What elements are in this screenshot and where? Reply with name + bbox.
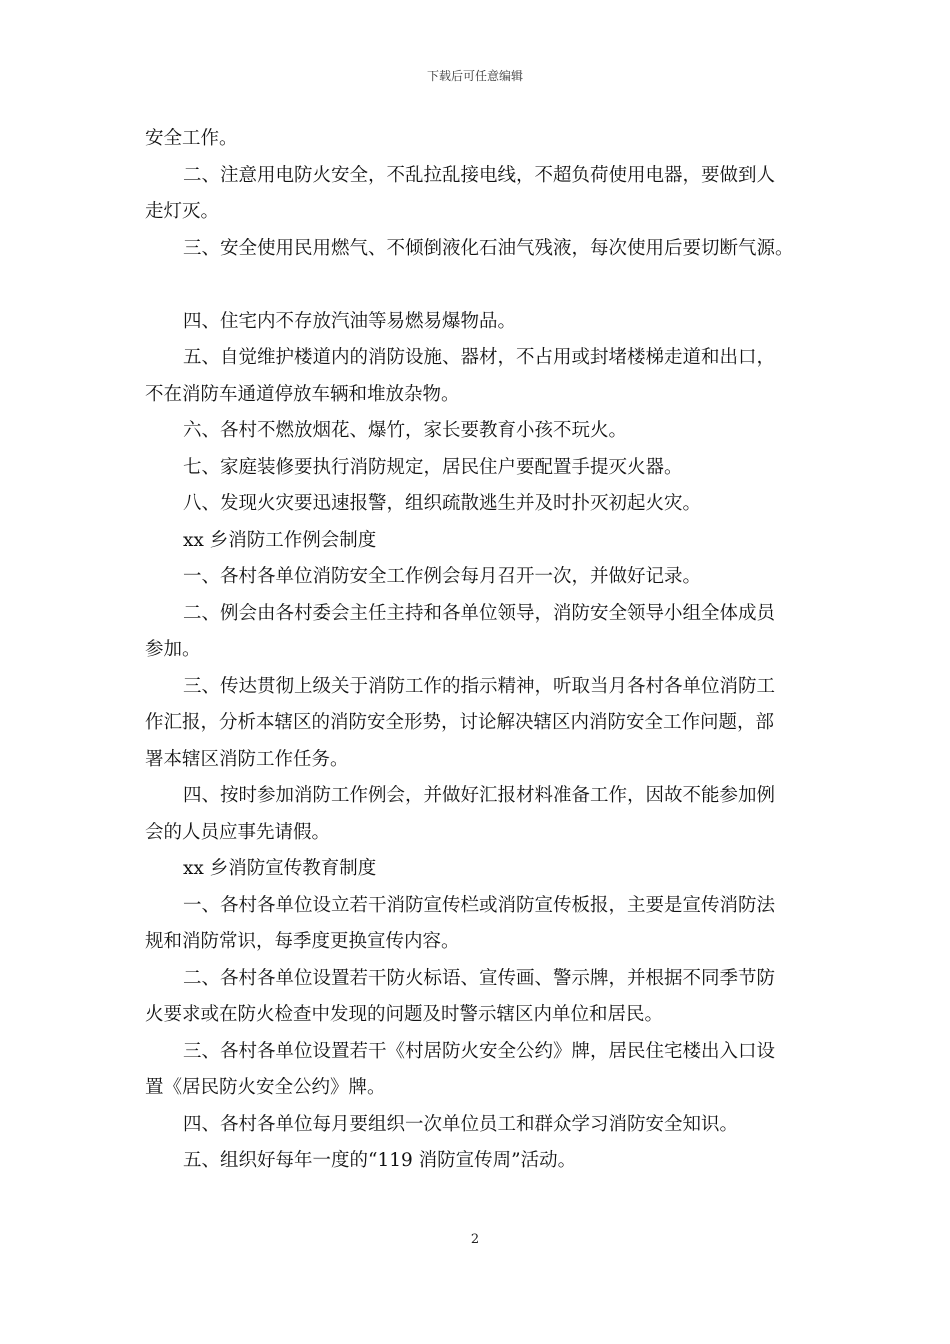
paragraph-line: 参加。: [145, 639, 201, 660]
section-heading: xx 乡消防工作例会制度: [183, 529, 377, 551]
paragraph-line: 作汇报，分析本辖区的消防安全形势，讨论解决辖区内消防安全工作问题，部: [145, 712, 775, 733]
page-number: 2: [470, 1232, 480, 1247]
paragraph-line: 八、发现火灾要迅速报警，组织疏散逃生并及时扑灭初起火灾。: [183, 493, 702, 514]
paragraph-line: 不在消防车通道停放车辆和堆放杂物。: [145, 383, 460, 405]
paragraph-line: 五、自觉维护楼道内的消防设施、器材，不占用或封堵楼梯走道和出口，: [183, 347, 776, 368]
paragraph-line: 二、例会由各村委会主任主持和各单位领导，消防安全领导小组全体成员: [183, 602, 776, 624]
paragraph-line: 五、组织好每年一度的“119 消防宣传周”活动。: [183, 1150, 577, 1171]
document-body: [145, 121, 825, 1180]
paragraph-line: 安全工作。: [145, 128, 238, 149]
section-heading: xx 乡消防宣传教育制度: [183, 858, 377, 879]
page-header: 下载后可任意编辑: [426, 69, 523, 83]
paragraph-line: 一、各村各单位设立若干消防宣传栏或消防宣传板报，主要是宣传消防法: [183, 894, 776, 916]
paragraph-line: 三、各村各单位设置若干《村居防火安全公约》牌，居民住宅楼出入口设: [183, 1040, 776, 1062]
paragraph-line: 走灯灭。: [145, 201, 220, 222]
paragraph-line: 六、各村不燃放烟花、爆竹，家长要教育小孩不玩火。: [183, 420, 628, 441]
paragraph-line: 三、传达贯彻上级关于消防工作的指示精神，听取当月各村各单位消防工: [183, 675, 776, 697]
paragraph-line: 七、家庭装修要执行消防规定，居民住户要配置手提灭火器。: [183, 456, 683, 478]
blank-line: [145, 267, 825, 304]
paragraph-line: 火要求或在防火检查中发现的问题及时警示辖区内单位和居民。: [145, 1004, 664, 1025]
paragraph-line: 规和消防常识，每季度更换宣传内容。: [145, 931, 460, 952]
paragraph-line: 四、住宅内不存放汽油等易燃易爆物品。: [183, 310, 517, 332]
paragraph-line: 四、各村各单位每月要组织一次单位员工和群众学习消防安全知识。: [183, 1113, 739, 1135]
paragraph-line: 二、注意用电防火安全，不乱拉乱接电线，不超负荷使用电器，要做到人: [183, 164, 776, 186]
paragraph-line: 一、各村各单位消防安全工作例会每月召开一次，并做好记录。: [183, 566, 702, 587]
paragraph-line: 会的人员应事先请假。: [145, 821, 331, 843]
paragraph-line: 四、按时参加消防工作例会，并做好汇报材料准备工作，因故不能参加例: [183, 785, 776, 806]
paragraph-line: 署本辖区消防工作任务。: [145, 748, 349, 770]
paragraph-line: 置《居民防火安全公约》牌。: [145, 1077, 386, 1098]
paragraph-line: 三、安全使用民用燃气、不倾倒液化石油气残液，每次使用后要切断气源。: [183, 237, 794, 259]
paragraph-line: 二、各村各单位设置若干防火标语、宣传画、警示牌，并根据不同季节防: [183, 967, 776, 989]
